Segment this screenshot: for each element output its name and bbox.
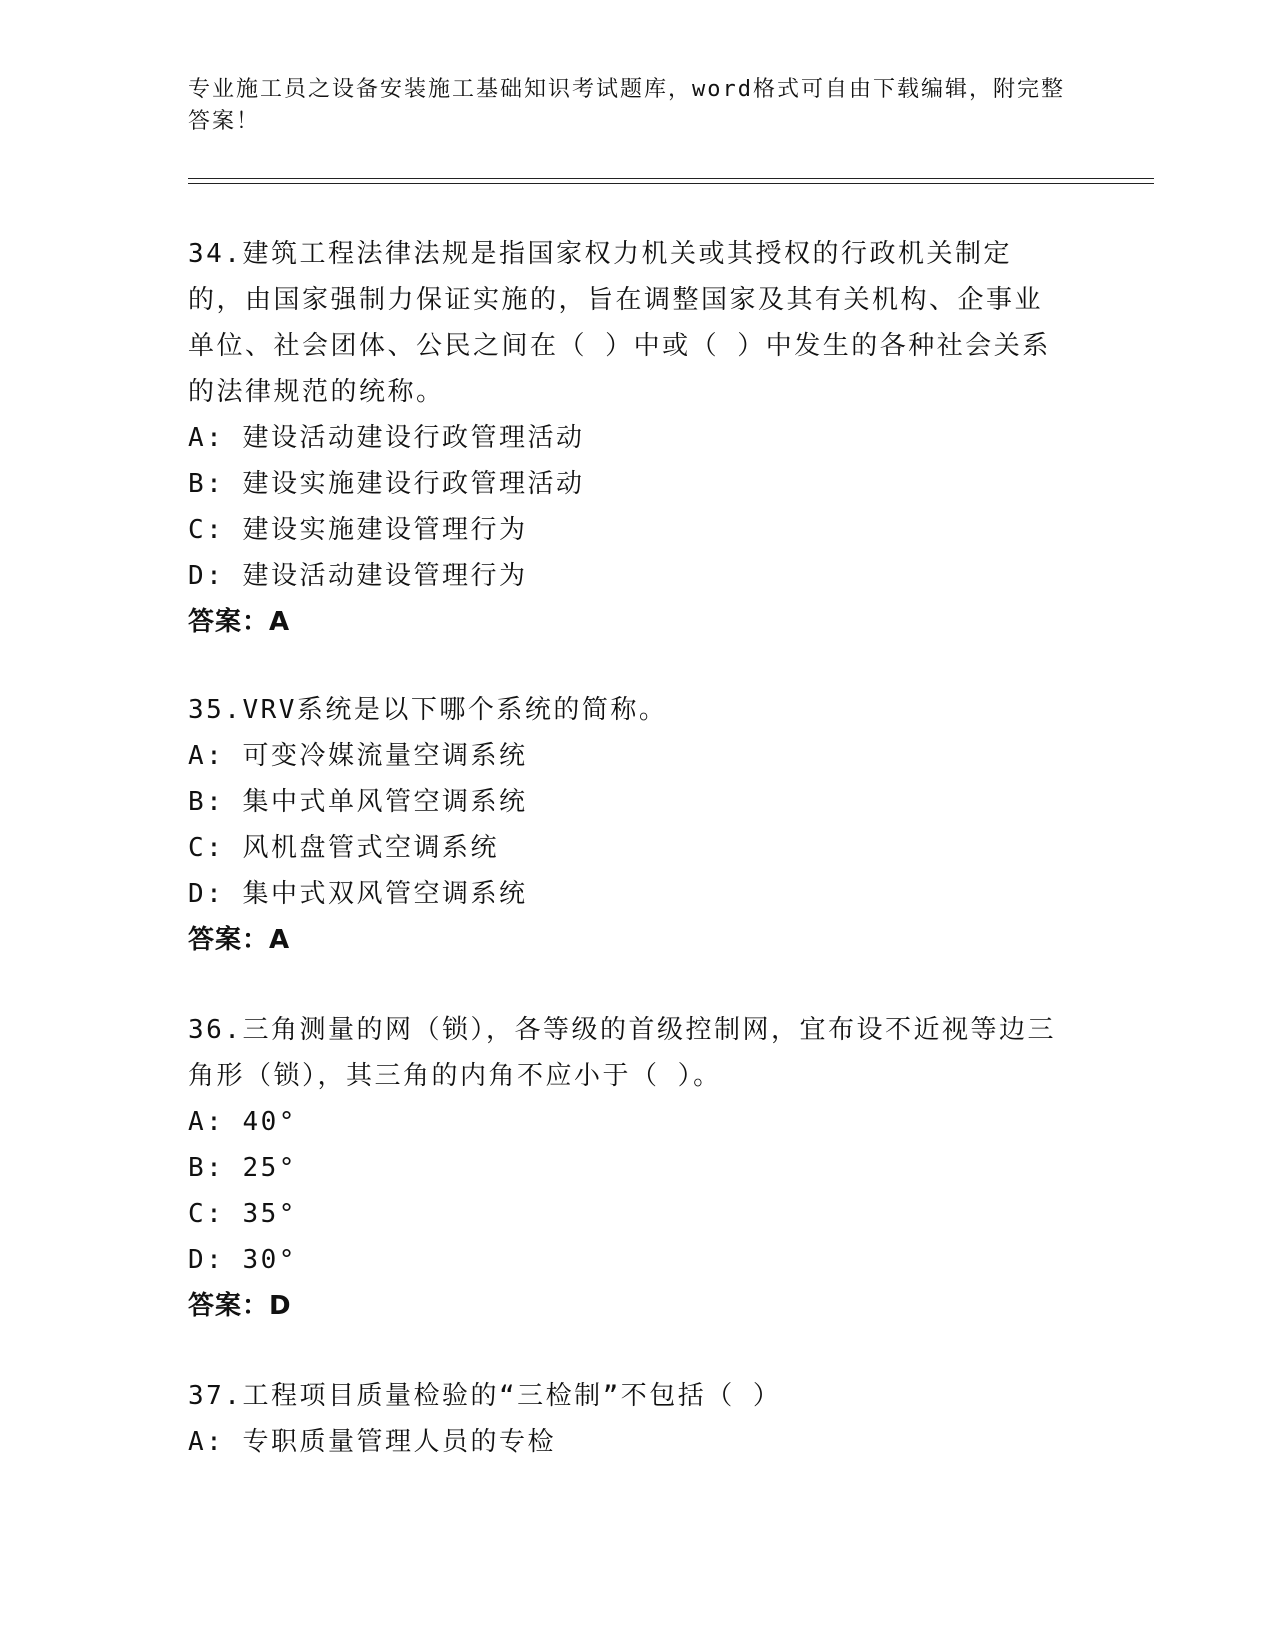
- question-37: [188, 1373, 1068, 1465]
- question-36: [188, 1007, 1068, 1329]
- option-b: B: 25°: [188, 1153, 297, 1183]
- option-b: B: 建设实施建设行政管理活动: [188, 469, 585, 499]
- document-header: 专业施工员之设备安装施工基础知识考试题库，word格式可自由下载编辑，附完整答案！: [188, 77, 1065, 134]
- question-stem: 37.工程项目质量检验的“三检制”不包括（ ）: [188, 1381, 782, 1411]
- option-a: A: 专职质量管理人员的专检: [188, 1427, 556, 1457]
- option-a: A: 40°: [188, 1107, 297, 1137]
- option-d: D: 30°: [188, 1245, 297, 1275]
- question-stem: 34.建筑工程法律法规是指国家权力机关或其授权的行政机关制定的，由国家强制力保证实施的，旨在调整国家及其有关机构、企事业单位、社会团体、公民之间在（ ）中或（ ）中发生的各种社会关系的法律规范的统称。: [188, 239, 1051, 407]
- header-divider-bottom: [188, 183, 1154, 184]
- option-c: C: 风机盘管式空调系统: [188, 833, 499, 863]
- answer: 答案：D: [188, 1291, 292, 1321]
- question-stem: 36.三角测量的网（锁），各等级的首级控制网，宜布设不近视等边三角形（锁），其三角的内角不应小于（ ）。: [188, 1015, 1056, 1091]
- option-a: A: 可变冷媒流量空调系统: [188, 741, 528, 771]
- answer: 答案：A: [188, 607, 291, 637]
- option-b: B: 集中式单风管空调系统: [188, 787, 528, 817]
- question-stem: 35.VRV系统是以下哪个系统的简称。: [188, 695, 668, 725]
- option-a: A: 建设活动建设行政管理活动: [188, 423, 585, 453]
- answer: 答案：A: [188, 925, 291, 955]
- question-34: [188, 231, 1068, 645]
- option-d: D: 集中式双风管空调系统: [188, 879, 528, 909]
- option-d: D: 建设活动建设管理行为: [188, 561, 528, 591]
- header-divider-top: [188, 178, 1154, 179]
- option-c: C: 建设实施建设管理行为: [188, 515, 528, 545]
- option-c: C: 35°: [188, 1199, 297, 1229]
- question-35: [188, 687, 1068, 963]
